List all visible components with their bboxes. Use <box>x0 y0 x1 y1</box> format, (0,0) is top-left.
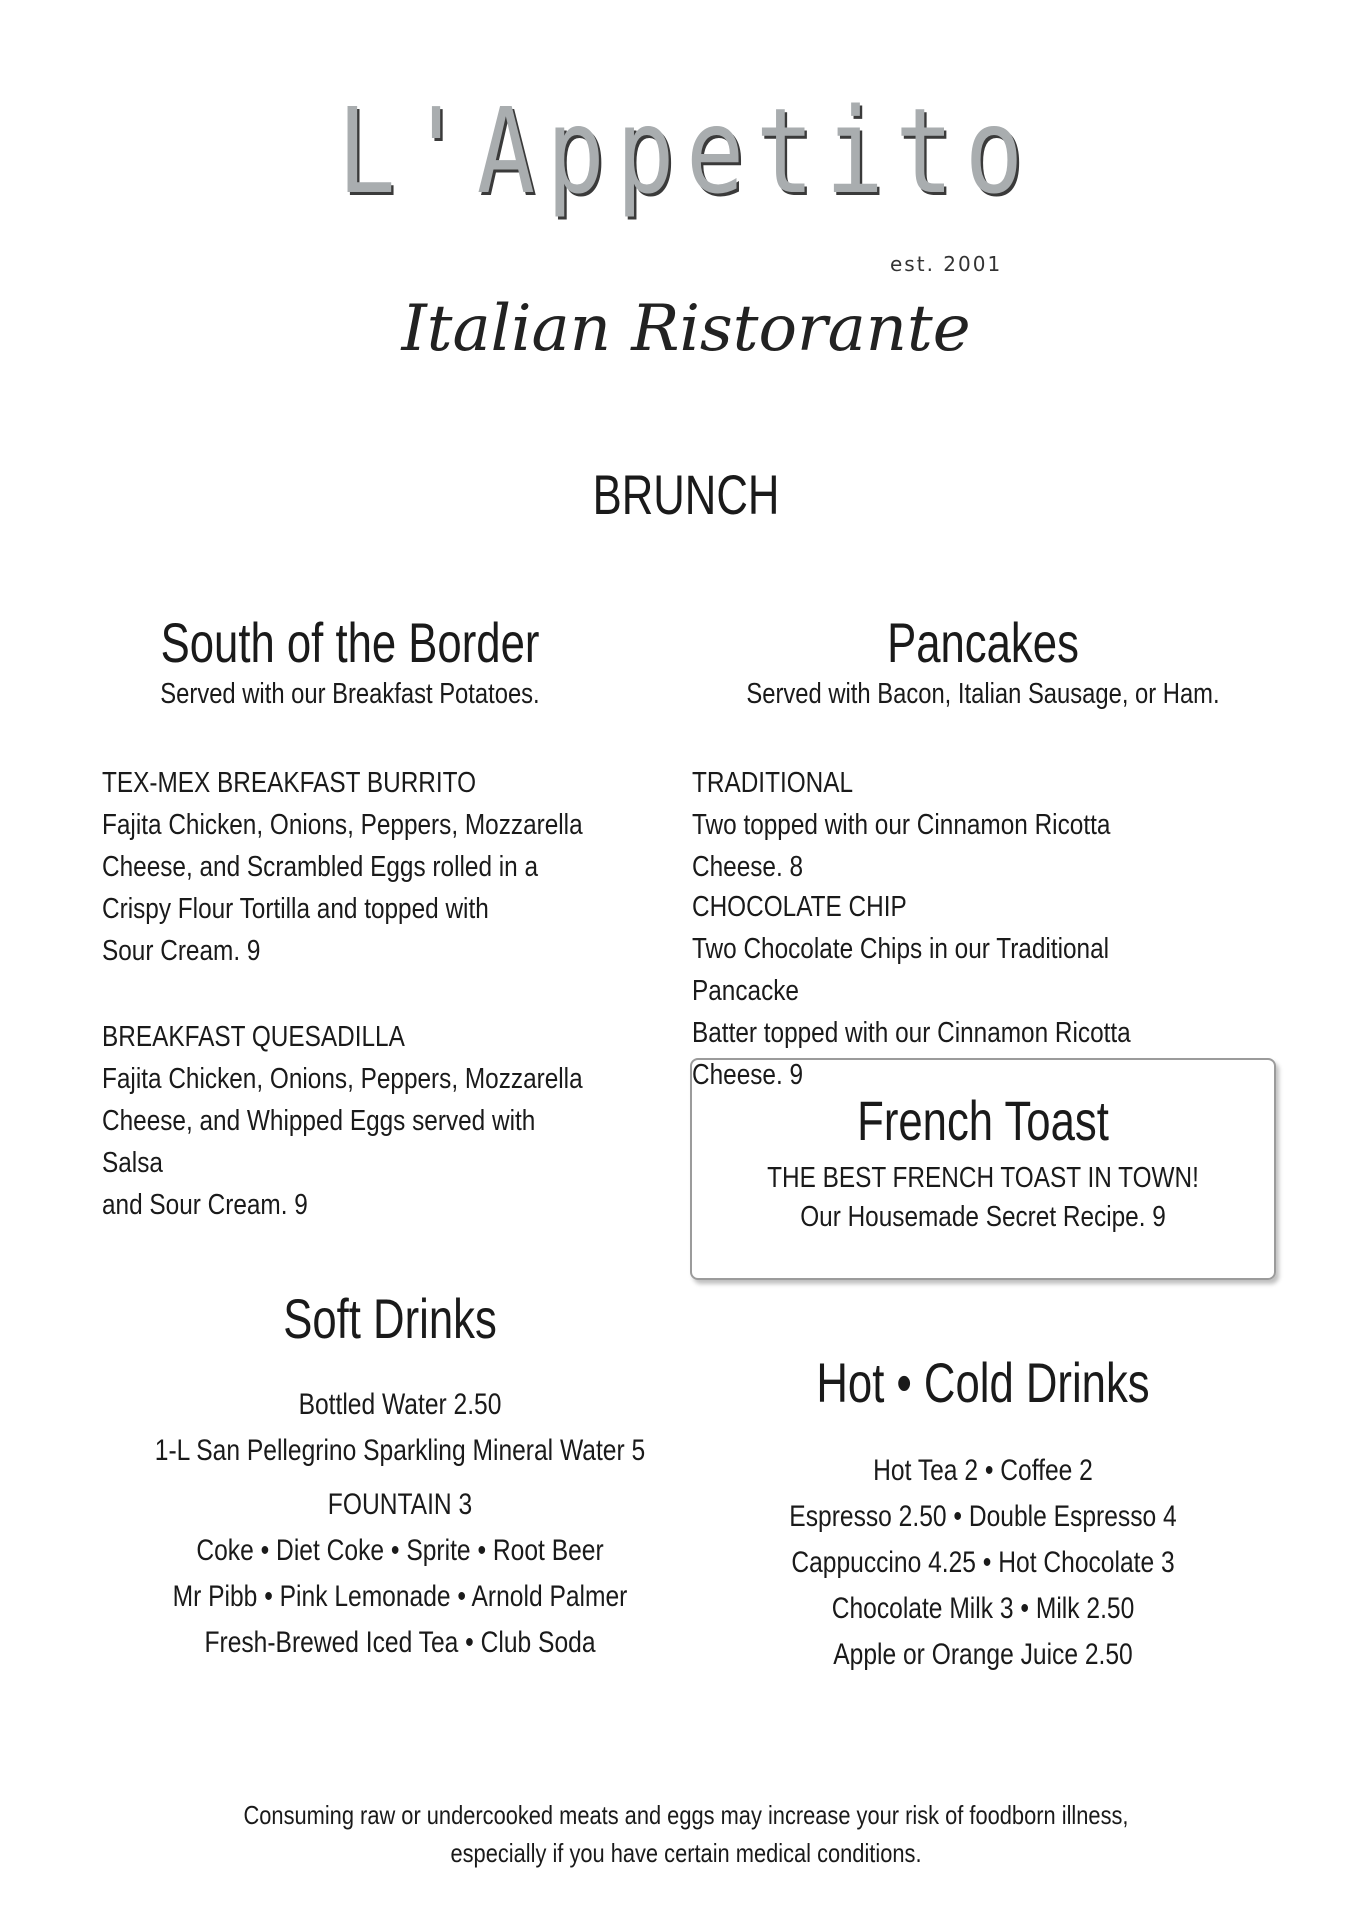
menu-title: BRUNCH <box>592 463 780 526</box>
item-description-line: Sour Cream. 9 <box>102 935 261 967</box>
french-toast-tagline: THE BEST FRENCH TOAST IN TOWN! <box>767 1161 1199 1194</box>
item-description-line: Batter topped with our Cinnamon Ricotta Cheese. 9 <box>692 1017 1131 1091</box>
section-heading: Soft Drinks <box>283 1287 497 1350</box>
item-description-line: Two topped with our Cinnamon Ricotta Cheese. 8 <box>692 809 1111 883</box>
south-of-border-section <box>100 612 600 711</box>
soft-drinks-list <box>154 1382 646 1666</box>
item-name: BREAKFAST QUESADILLA <box>102 1021 405 1053</box>
restaurant-logo: L'Appetito <box>337 82 1035 220</box>
section-subheading: Served with our Breakfast Potatoes. <box>160 677 540 710</box>
section-heading: South of the Border <box>160 611 540 674</box>
item-name: CHOCOLATE CHIP <box>692 891 907 923</box>
disclaimer-line: especially if you have certain medical conditions. <box>450 1838 922 1868</box>
drink-line: 1-L San Pellegrino Sparkling Mineral Water 5 <box>154 1434 646 1467</box>
section-heading: Hot • Cold Drinks <box>816 1351 1150 1414</box>
hot-cold-drinks-list <box>741 1448 1225 1678</box>
section-heading: French Toast <box>857 1089 1109 1152</box>
soft-drinks-section <box>140 1288 640 1350</box>
disclaimer-line: Consuming raw or undercooked meats and eggs may increase your risk of foodborn illness, <box>243 1800 1129 1830</box>
item-description-line: and Sour Cream. 9 <box>102 1189 308 1221</box>
item-description-line: Fajita Chicken, Onions, Peppers, Mozzarella <box>102 1063 583 1095</box>
item-description-line: Cheese, and Whipped Eggs served with Salsa <box>102 1105 536 1179</box>
menu-item <box>692 762 1179 888</box>
health-disclaimer <box>110 1796 1262 1872</box>
drink-line: Mr Pibb • Pink Lemonade • Arnold Palmer <box>172 1580 628 1613</box>
drink-line: Fresh-Brewed Iced Tea • Club Soda <box>204 1626 596 1659</box>
drink-line: Apple or Orange Juice 2.50 <box>833 1638 1133 1671</box>
menu-item <box>102 762 589 972</box>
menu-item <box>102 1016 589 1226</box>
item-name: TEX-MEX BREAKFAST BURRITO <box>102 767 477 799</box>
french-toast-box <box>690 1058 1276 1280</box>
section-subheading: Served with Bacon, Italian Sausage, or Ham. <box>746 677 1220 710</box>
french-toast-description: Our Housemade Secret Recipe. 9 <box>800 1200 1166 1233</box>
item-description-line: Crispy Flour Tortilla and topped with <box>102 893 489 925</box>
item-name: TRADITIONAL <box>692 767 854 799</box>
established-year: est. 2001 <box>890 252 1003 276</box>
drink-line: Hot Tea 2 • Coffee 2 <box>873 1454 1093 1487</box>
drink-line: Espresso 2.50 • Double Espresso 4 <box>789 1500 1177 1533</box>
drink-line: Coke • Diet Coke • Sprite • Root Beer <box>196 1534 604 1567</box>
drink-line: Bottled Water 2.50 <box>298 1388 502 1421</box>
fountain-label: FOUNTAIN 3 <box>327 1488 473 1521</box>
section-heading: Pancakes <box>887 611 1079 674</box>
item-description-line: Two Chocolate Chips in our Traditional Pancacke <box>692 933 1110 1007</box>
pancakes-section <box>688 612 1278 711</box>
item-description-line: Cheese, and Scrambled Eggs rolled in a <box>102 851 539 883</box>
drink-line: Chocolate Milk 3 • Milk 2.50 <box>831 1592 1135 1625</box>
drink-line: Cappuccino 4.25 • Hot Chocolate 3 <box>791 1546 1175 1579</box>
hot-cold-drinks-section <box>688 1352 1278 1414</box>
restaurant-subtitle: Italian Ristorante <box>401 292 971 366</box>
item-description-line: Fajita Chicken, Onions, Peppers, Mozzarella <box>102 809 583 841</box>
